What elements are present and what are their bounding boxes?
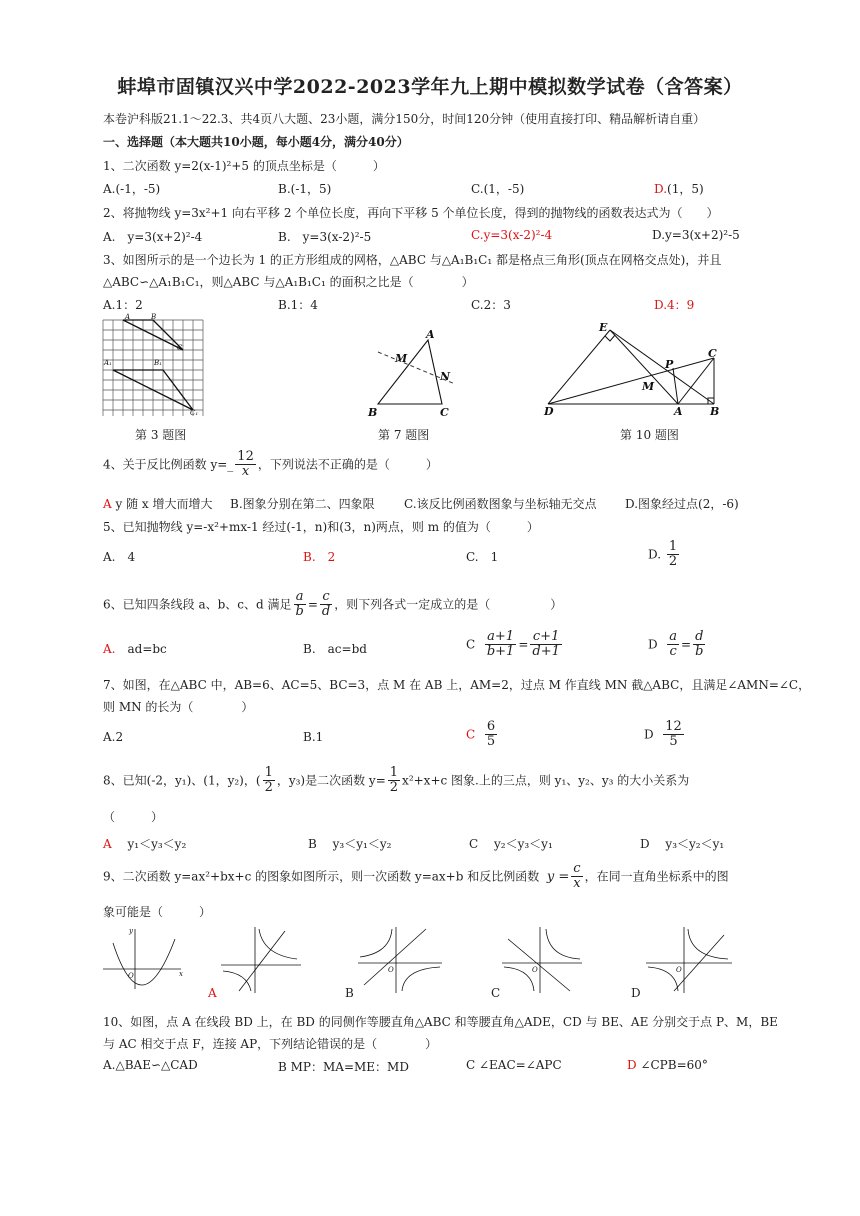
fig10-label-d: D xyxy=(544,405,554,418)
q5-stem: 5、已知抛物线 y=-x²+mx-1 经过(-1，n)和(3，n)两点，则 m 的值为（ ） xyxy=(103,520,539,534)
q8-fnum: 1 xyxy=(264,765,273,780)
q9-y-label: y xyxy=(129,927,133,935)
q4-sign: _ xyxy=(227,457,234,472)
q10-option-b: B MP：MA=ME：MD xyxy=(278,1060,409,1074)
fig3-label-a: A xyxy=(125,313,131,321)
q7-c-num: 6 xyxy=(486,719,496,734)
q6-option-d: D $\frac{a}{c}$ = $\frac{d}{b}$ xyxy=(648,629,704,660)
q6-d-d2: b xyxy=(695,644,704,660)
q6-d-n1: a xyxy=(669,629,678,644)
fig3-label-c1: C₁ xyxy=(190,409,199,417)
q3-stem-line2: △ABC∽△A₁B₁C₁，则△ABC 与△A₁B₁C₁ 的面积之比是（ ） xyxy=(103,275,474,289)
q4-option-a: A y 随 x 增大而增大 xyxy=(103,497,213,511)
q6-b: b xyxy=(295,604,304,620)
q9-origin-label: O xyxy=(128,972,134,980)
q8-fden: 2 xyxy=(264,780,273,796)
q9-option-a: A xyxy=(208,986,217,1000)
q9-den: x xyxy=(573,876,581,892)
q6-frac-cd xyxy=(320,590,332,620)
q6-a: a xyxy=(294,590,306,605)
q6-option-c: C $\frac{a+1}{b+1}$ = $\frac{c+1}{d+1}$ xyxy=(466,629,560,660)
q6-d-label: D xyxy=(648,637,658,652)
section-heading: 一、选择题（本大题共10小题，每小题4分，满分40分） xyxy=(103,135,409,149)
q9-option-b: B xyxy=(345,986,354,1000)
q9-x-label: x xyxy=(179,970,183,978)
q9-option-d: D xyxy=(631,986,641,1000)
q10-stem-line2: 与 AC 相交于点 F，连接 AP，下列结论错误的是（ ） xyxy=(103,1037,438,1051)
fig10-label-c: C xyxy=(708,347,717,360)
q10-option-a: A.△BAE∽△CAD xyxy=(103,1058,198,1072)
q8-stem-pre: 8、已知(-2，y₁)、(1，y₂)，( xyxy=(103,773,261,788)
q2-stem: 2、将抛物线 y=3x²+1 向右平移 2 个单位长度，再向下平移 5 个单位长度，得到的抛物线的函数表达式为（ ） xyxy=(103,206,719,220)
q2-option-d: D.y=3(x+2)²-5 xyxy=(652,228,740,242)
q6-c-n2: c+1 xyxy=(530,630,562,645)
q3-option-d: D.4：9 xyxy=(654,298,695,312)
page-title: 蚌埠市固镇汉兴中学2022-2023学年九上期中模拟数学试卷（含答案） xyxy=(117,76,743,98)
fig10-label-b: B xyxy=(710,405,720,418)
q9-graph-d xyxy=(644,925,736,995)
q7-d-num: 12 xyxy=(665,719,682,734)
q2-option-b: B. y=3(x-2)²-5 xyxy=(278,230,372,244)
q10-option-c: C ∠EAC=∠APC xyxy=(466,1058,562,1072)
q7-c-label: C xyxy=(466,727,476,742)
q7-option-d xyxy=(644,720,686,750)
q5-option-a: A. 4 xyxy=(103,550,136,564)
q5-d-label: D. xyxy=(648,547,662,562)
figure-10-geometry xyxy=(538,318,728,418)
q3-option-c: C.2：3 xyxy=(471,298,511,312)
q8-frac-k xyxy=(388,766,400,796)
q7-c-fraction xyxy=(485,720,497,750)
q7-d-den: 5 xyxy=(669,734,678,750)
q4-frac-den: x xyxy=(241,464,250,480)
fig3-label-a1: A₁ xyxy=(104,359,112,367)
fig7-label-c: C xyxy=(440,406,449,419)
q6-c-frac2 xyxy=(530,630,562,660)
q8-option-c: C y₂＜y₃＜y₁ xyxy=(469,837,553,851)
svg-text:O: O xyxy=(676,966,682,974)
q6-stem: 6、已知四条线段 a、b、c、d 满足 $\frac{a}{b}$ = $\frac{c}{d}$ ，则下列各式一定成立的是（ ） xyxy=(103,589,563,620)
q8-kden: 2 xyxy=(389,780,399,796)
q4-stem xyxy=(103,450,438,480)
q10-stem-line1: 10、如图，点 A 在线段 BD 上，在 BD 的同侧作等腰直角△ABC 和等腰直角△ADE，CD 与 BE、AE 分别交于点 P、M，BE xyxy=(103,1015,778,1029)
fig10-label-e: E xyxy=(599,321,608,334)
q4-option-b: B.图象分别在第二、四象限 xyxy=(230,497,375,511)
q6-stem-pre: 6、已知四条线段 a、b、c、d 满足 xyxy=(103,597,292,612)
q3-stem-line1: 3、如图所示的是一个边长为 1 的正方形组成的网格，△ABC 与△A₁B₁C₁ 都是格点三角形(顶点在网格交点处)，并且 xyxy=(103,253,722,267)
fig7-label-a: A xyxy=(426,328,435,341)
q3-option-a: A.1：2 xyxy=(103,298,143,312)
q8-option-d: D y₃＜y₂＜y₁ xyxy=(640,837,725,851)
q7-stem-line1: 7、如图，在△ABC 中，AB=6、AC=5、BC=3，点 M 在 AB 上，AM=2，过点 M 作直线 MN 截△ABC，且满足∠AMN=∠C， xyxy=(103,678,811,692)
q6-d-d1: c xyxy=(669,644,677,660)
q6-c-label: C xyxy=(466,637,476,652)
q7-option-b: B.1 xyxy=(303,730,324,744)
q7-d-fraction xyxy=(663,720,684,750)
q5-option-c: C. 1 xyxy=(466,550,499,564)
q8-stem-mid: ，y₃)是二次函数 y= xyxy=(276,773,386,788)
fig10-label-m: M xyxy=(642,380,655,393)
q3-option-b: B.1：4 xyxy=(278,298,318,312)
q1-option-d: D.(1，5) xyxy=(654,182,704,196)
q6-d-n2: d xyxy=(695,629,704,644)
q1-option-d-text: (1，5) xyxy=(667,182,704,196)
fig10-label-a: A xyxy=(674,405,683,418)
fig3-label-c: C xyxy=(177,344,183,352)
q9-stem-line2: 象可能是（ ） xyxy=(103,905,212,919)
svg-text:O: O xyxy=(532,966,538,974)
q9-graph-a xyxy=(219,925,305,995)
q4-stem-pre: 4、关于反比例函数 y= xyxy=(103,457,228,472)
q9-stem-pre: 9、二次函数 y=ax²+bx+c 的图象如图所示，则一次函数 y=ax+b 和反比例函数 xyxy=(103,869,540,884)
caption-fig10: 第 10 题图 xyxy=(620,428,679,442)
q8-knum: 1 xyxy=(389,765,399,780)
q5-option-d xyxy=(648,540,681,570)
fig3-label-b1: B₁ xyxy=(154,359,162,367)
q1-option-c: C.(1，-5) xyxy=(471,182,525,196)
q1-option-b: B.(-1，5) xyxy=(278,182,332,196)
q5-option-b: B. 2 xyxy=(303,550,336,564)
q8-option-b: B y₃＜y₁＜y₂ xyxy=(308,837,392,851)
q9-fraction xyxy=(571,862,582,892)
q6-stem-post: ，则下列各式一定成立的是（ ） xyxy=(334,597,563,612)
q6-option-b: B. ac=bd xyxy=(303,642,367,656)
q6-d-frac2 xyxy=(693,630,705,660)
q6-frac-ab xyxy=(294,590,306,620)
q7-stem-line2: 则 MN 的长为（ ） xyxy=(103,700,254,714)
q8-frac-x xyxy=(263,766,275,796)
q4-option-d: D.图象经过点(2，-6) xyxy=(625,497,739,511)
caption-fig3: 第 3 题图 xyxy=(135,428,187,442)
q4-frac-num: 12 xyxy=(237,449,254,464)
figure-3-grid xyxy=(103,313,203,417)
q6-option-a: A. ad=bc xyxy=(103,642,167,656)
q7-c-den: 5 xyxy=(486,734,496,750)
q4-stem-post: ，下列说法不正确的是（ ） xyxy=(257,457,438,472)
q5-d-den: 2 xyxy=(668,554,678,570)
q9-given-parabola-graph xyxy=(101,925,185,991)
q4-fraction xyxy=(235,450,256,480)
caption-fig7: 第 7 题图 xyxy=(378,428,430,442)
q7-option-c xyxy=(466,720,499,750)
q5-d-fraction xyxy=(667,540,679,570)
fig3-label-b: B xyxy=(151,313,157,321)
fig7-label-b: B xyxy=(368,406,378,419)
q7-d-label: D xyxy=(644,727,654,742)
q9-option-c: C xyxy=(491,986,501,1000)
q1-option-a: A.(-1，-5) xyxy=(103,182,161,196)
q8-option-a: A y₁＜y₃＜y₂ xyxy=(103,837,187,851)
q9-num: c xyxy=(571,862,582,877)
q9-stem xyxy=(103,862,729,892)
q6-c: c xyxy=(320,590,332,605)
fig7-label-n: N xyxy=(440,370,451,383)
q2-option-c: C.y=3(x-2)²-4 xyxy=(471,228,553,242)
q9-y: y = xyxy=(546,869,570,885)
q9-stem-post: ，在同一直角坐标系中的图 xyxy=(584,869,729,884)
figure-7-triangle xyxy=(360,326,470,418)
q6-c-d2: d+1 xyxy=(532,644,560,660)
q6-d-frac1 xyxy=(667,630,679,660)
q2-option-a: A. y=3(x+2)²-4 xyxy=(103,230,203,244)
q1-stem: 1、二次函数 y=2(x-1)²+5 的顶点坐标是（ ） xyxy=(103,159,385,173)
fig7-label-m: M xyxy=(395,352,408,365)
q9-graph-c xyxy=(500,925,586,995)
fig10-label-p: P xyxy=(665,358,674,371)
q6-c-frac1 xyxy=(485,630,517,660)
q8-paren: （ ） xyxy=(103,810,164,824)
q8-stem-post: x²+x+c 图象.上的三点，则 y₁、y₂、y₃ 的大小关系为 xyxy=(402,773,690,788)
q5-d-num: 1 xyxy=(668,539,678,554)
svg-text:O: O xyxy=(388,966,394,974)
q8-stem xyxy=(103,766,689,796)
q9-graph-b xyxy=(356,925,446,995)
q10-option-d: D ∠CPB=60° xyxy=(627,1058,708,1072)
q7-option-a: A.2 xyxy=(103,730,124,744)
q6-d: d xyxy=(321,604,331,620)
q6-c-d1: b+1 xyxy=(486,644,515,660)
q6-c-n1: a+1 xyxy=(485,630,517,645)
intro-text: 本卷沪科版21.1～22.3、共4页八大题、23小题，满分150分，时间120分钟（使用直接打印、精品解析请自重） xyxy=(103,112,706,126)
q4-option-c: C.该反比例函数图象与坐标轴无交点 xyxy=(404,497,597,511)
